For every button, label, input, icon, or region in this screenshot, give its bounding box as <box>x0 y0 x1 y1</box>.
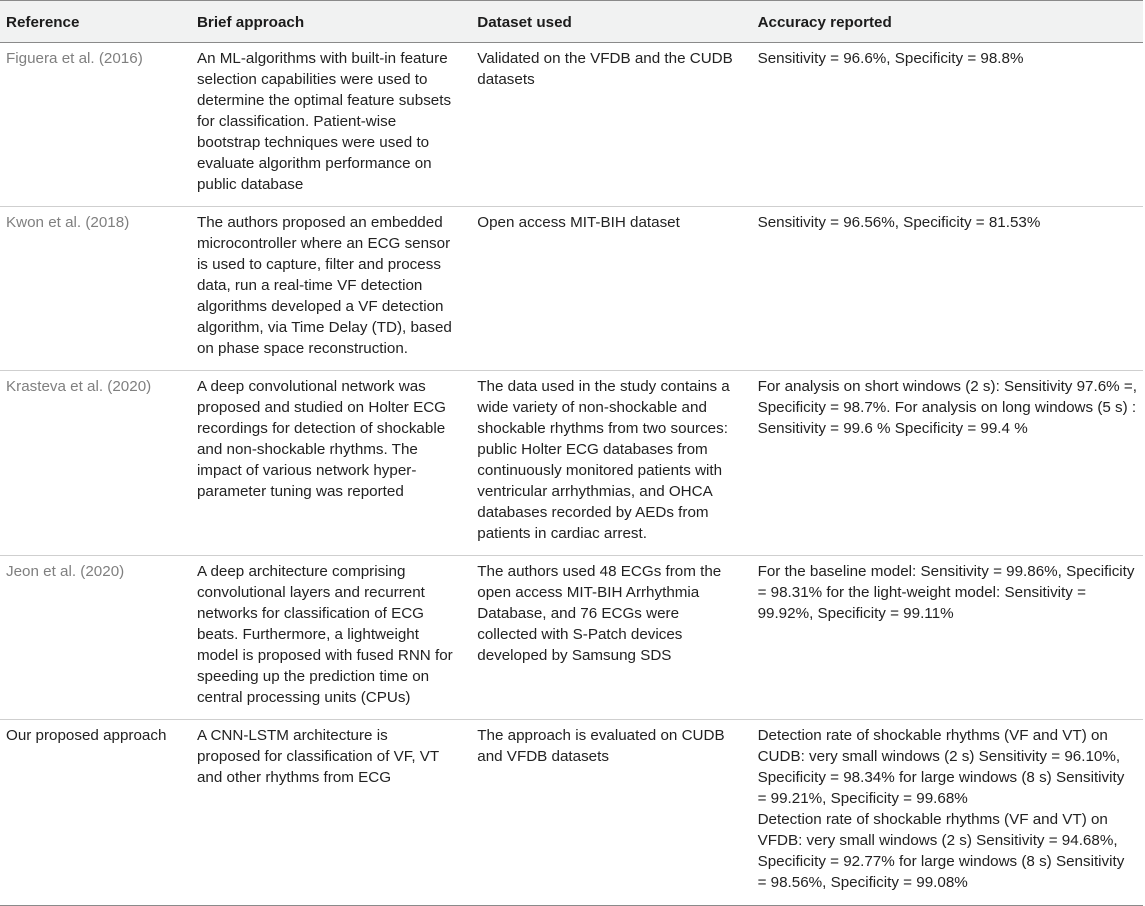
approach-cell: A deep convolutional network was proposed and studied on Holter ECG recordings for detection of shockable and non-shockable rhythms. The impact of various network hyper-parameter tuning was reported <box>179 371 459 556</box>
dataset-cell: Validated on the VFDB and the CUDB datasets <box>459 43 739 207</box>
table-row <box>0 207 1143 371</box>
table-row <box>0 43 1143 207</box>
accuracy-text: For analysis on short windows (2 s): Sensitivity 97.6% =, Specificity = 98.7%. For analysis on long windows (5 s) : Sensitivity = 99.6 % Specificity = 99.4 % <box>757 378 1137 437</box>
accuracy-text: Sensitivity = 96.6%, Specificity = 98.8% <box>757 50 1024 67</box>
header-accuracy-reported: Accuracy reported <box>740 1 1143 43</box>
table-header-row <box>0 1 1143 43</box>
reference-link[interactable]: Figuera et al. (2016) <box>0 43 179 207</box>
accuracy-cell <box>740 371 1143 556</box>
approach-cell: An ML-algorithms with built-in feature selection capabilities were used to determine the optimal feature subsets for classification. Patient-wise bootstrap techniques were used to evaluate algorithm performance on public database <box>179 43 459 207</box>
table-row <box>0 371 1143 556</box>
reference-cell: Our proposed approach <box>0 720 179 906</box>
dataset-cell: Open access MIT-BIH dataset <box>459 207 739 371</box>
accuracy-cell <box>740 720 1143 906</box>
approach-cell: A deep architecture comprising convolutional layers and recurrent networks for classification of ECG beats. Furthermore, a lightweight model is proposed with fused RNN for speeding up the prediction time on central processing units (CPUs) <box>179 556 459 720</box>
approach-cell: A CNN-LSTM architecture is proposed for classification of VF, VT and other rhythms from ECG <box>179 720 459 906</box>
reference-link[interactable]: Kwon et al. (2018) <box>0 207 179 371</box>
accuracy-text-vfdb: Detection rate of shockable rhythms (VF and VT) on VFDB: very small windows (2 s) Sensitivity = 94.68%, Specificity = 92.77% for large windows (8 s) Sensitivity = 98.56%, Specificity = 99.08% <box>757 811 1125 891</box>
dataset-cell: The approach is evaluated on CUDB and VFDB datasets <box>459 720 739 906</box>
reference-link[interactable]: Krasteva et al. (2020) <box>0 371 179 556</box>
reference-link[interactable]: Jeon et al. (2020) <box>0 556 179 720</box>
header-reference: Reference <box>0 1 179 43</box>
dataset-cell: The data used in the study contains a wide variety of non-shockable and shockable rhythms from two sources: public Holter ECG databases from continuously monitored patients with ventricular arrhythmias, and OHCA databases recorded by AEDs from patients in cardiac arrest. <box>459 371 739 556</box>
header-dataset-used: Dataset used <box>459 1 739 43</box>
accuracy-cell <box>740 43 1143 207</box>
accuracy-cell <box>740 207 1143 371</box>
accuracy-text-cudb: Detection rate of shockable rhythms (VF and VT) on CUDB: very small windows (2 s) Sensitivity = 96.10%, Specificity = 98.34% for large windows (8 s) Sensitivity = 99.21%, Specificity = 99.68% <box>757 727 1125 807</box>
table-row <box>0 556 1143 720</box>
accuracy-text: Sensitivity = 96.56%, Specificity = 81.53% <box>757 214 1041 231</box>
table-row <box>0 720 1143 906</box>
dataset-cell: The authors used 48 ECGs from the open access MIT-BIH Arrhythmia Database, and 76 ECGs were collected with S-Patch devices developed by Samsung SDS <box>459 556 739 720</box>
accuracy-text: For the baseline model: Sensitivity = 99.86%, Specificity = 98.31% for the light-weight model: Sensitivity = 99.92%, Specificity = 99.11% <box>757 563 1135 622</box>
accuracy-cell <box>740 556 1143 720</box>
approach-cell: The authors proposed an embedded microcontroller where an ECG sensor is used to capture, filter and process data, run a real-time VF detection algorithms developed a VF detection algorithm, via Time Delay (TD), based on phase space reconstruction. <box>179 207 459 371</box>
header-brief-approach: Brief approach <box>179 1 459 43</box>
